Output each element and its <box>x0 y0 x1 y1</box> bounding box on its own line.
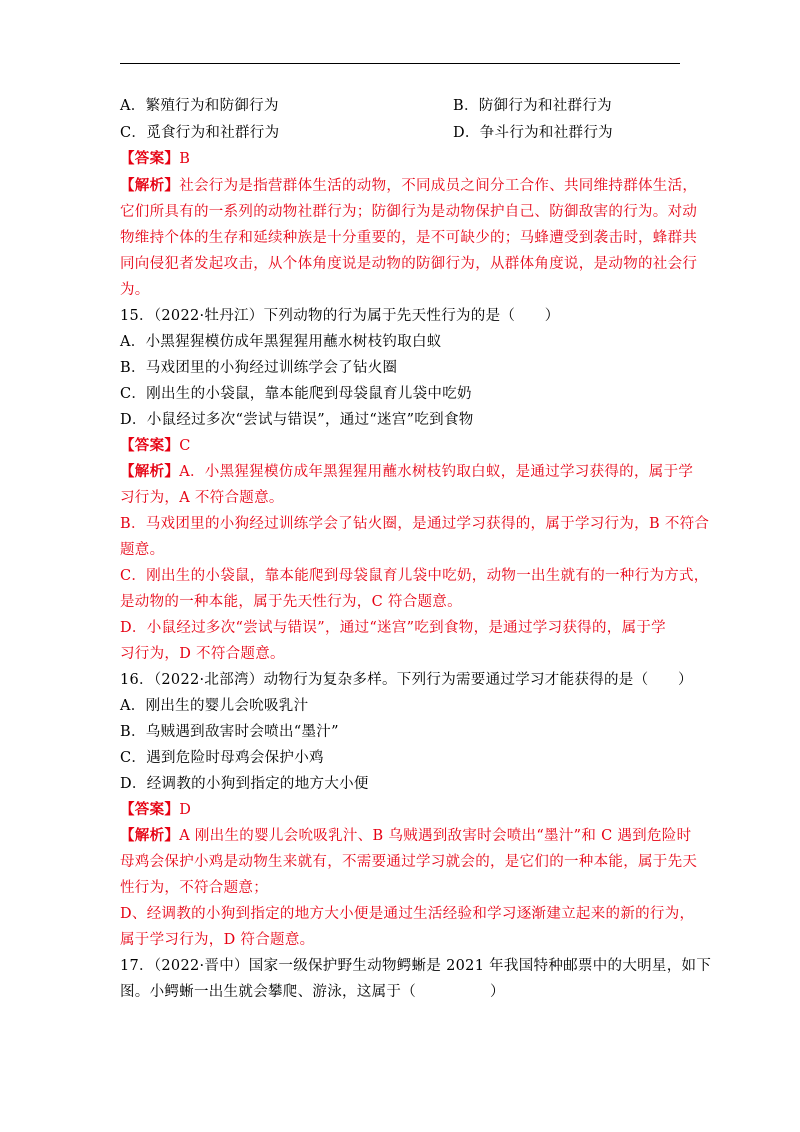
q14-answer <box>120 149 190 169</box>
analysis-tag: 【解析】 <box>120 463 180 480</box>
q16-analysis-line: D、经调教的小狗到指定的地方大小便是通过生活经验和学习逐渐建立起来的新的行为， <box>120 906 695 922</box>
q15-analysis-line: 习行为，D 不符合题意。 <box>120 646 285 662</box>
q16-option: D．经调教的小狗到指定的地方大小便 <box>120 776 369 792</box>
q15-answer <box>120 436 191 456</box>
q15-analysis-line: D．小鼠经过多次“尝试与错误”，通过“迷宫”吃到食物，是通过学习获得的，属于学 <box>120 620 666 636</box>
q16-analysis-line: 属于学习行为，D 符合题意。 <box>120 932 315 948</box>
analysis-text: A 刚出生的婴儿会吮吸乳汁、B 乌贼遇到敌害时会喷出“墨汁”和 C 遇到危险时 <box>179 828 692 844</box>
q15-analysis-line: C．刚出生的小袋鼠，靠本能爬到母袋鼠育儿袋中吃奶，动物一出生就有的一种行为方式， <box>120 568 709 584</box>
q14-option-a: A．繁殖行为和防御行为 <box>120 98 279 114</box>
answer-tag: 【答案】 <box>120 437 180 454</box>
q15-analysis-line: 是动物的一种本能，属于先天性行为，C 符合题意。 <box>120 594 462 610</box>
q17-stem: 图。小鳄蜥一出生就会攀爬、游泳，这属于（ ） <box>120 984 505 1000</box>
analysis-text: A．小黑猩猩模仿成年黑猩猩用蘸水树枝钓取白蚁，是通过学习获得的，属于学 <box>179 464 694 480</box>
q14-option-d: D．争斗行为和社群行为 <box>453 125 613 141</box>
q15-option: A．小黑猩猩模仿成年黑猩猩用蘸水树枝钓取白蚁 <box>120 334 442 350</box>
q15-option: D．小鼠经过多次“尝试与错误”，通过“迷宫”吃到食物 <box>120 412 474 428</box>
q14-analysis-line: 同向侵犯者发起攻击，从个体角度说是动物的防御行为，从群体角度说，是动物的社会行 <box>120 256 698 272</box>
q16-option: C．遇到危险时母鸡会保护小鸡 <box>120 750 324 766</box>
answer-value: D <box>179 802 192 818</box>
answer-value: C <box>179 438 191 454</box>
analysis-text: 社会行为是指营群体生活的动物，不同成员之间分工合作、共同维持群体生活， <box>179 178 698 194</box>
header-rule <box>120 63 680 64</box>
q16-analysis-line: 性行为，不符合题意； <box>120 880 268 896</box>
q15-analysis-line <box>120 462 693 482</box>
q16-option: A．刚出生的婴儿会吮吸乳汁 <box>120 698 309 714</box>
q16-option: B．乌贼遇到敌害时会喷出“墨汁” <box>120 724 339 740</box>
answer-tag: 【答案】 <box>120 801 180 818</box>
analysis-tag: 【解析】 <box>120 827 180 844</box>
q14-analysis-line <box>120 176 697 196</box>
answer-value: B <box>179 151 191 167</box>
q14-option-c: C．觅食行为和社群行为 <box>120 125 280 141</box>
q14-option-b: B．防御行为和社群行为 <box>453 98 612 114</box>
q17-stem: 17．（2022·晋中）国家一级保护野生动物鳄蜥是 2021 年我国特种邮票中的大明星，如下 <box>120 958 712 974</box>
answer-tag: 【答案】 <box>120 150 180 167</box>
q15-analysis-line: 习行为，A 不符合题意。 <box>120 490 284 506</box>
q16-analysis-line <box>120 826 691 846</box>
q15-stem: 15．（2022·牡丹江）下列动物的行为属于先天性行为的是（ ） <box>120 308 560 324</box>
q15-option: B．马戏团里的小狗经过训练学会了钻火圈 <box>120 360 398 376</box>
q16-analysis-line: 母鸡会保护小鸡是动物生来就有，不需要通过学习就会的，是它们的一种本能，属于先天 <box>120 854 698 870</box>
q14-analysis-line: 它们所具有的一系列的动物社群行为；防御行为是动物保护自己、防御敌害的行为。对动 <box>120 204 698 220</box>
analysis-tag: 【解析】 <box>120 177 180 194</box>
q16-answer <box>120 800 191 820</box>
q15-analysis-line: B．马戏团里的小狗经过训练学会了钻火圈，是通过学习获得的，属于学习行为，B 不符合 <box>120 516 710 532</box>
q14-analysis-line: 为。 <box>120 282 150 298</box>
q15-analysis-line: 题意。 <box>120 542 165 558</box>
q15-option: C．刚出生的小袋鼠，靠本能爬到母袋鼠育儿袋中吃奶 <box>120 386 472 402</box>
q14-analysis-line: 物维持个体的生存和延续种族是十分重要的，是不可缺少的；马蜂遭受到袭击时，蜂群共 <box>120 230 698 246</box>
q16-stem: 16．（2022·北部湾）动物行为复杂多样。下列行为需要通过学习才能获得的是（ ） <box>120 672 693 688</box>
